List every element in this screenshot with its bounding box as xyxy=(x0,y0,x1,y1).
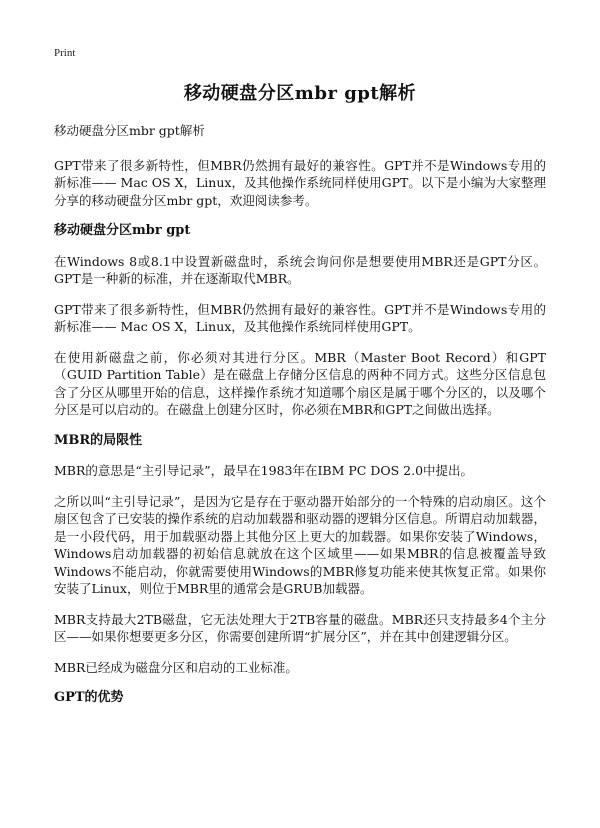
paragraph: 之所以叫“主引导记录”，是因为它是存在于驱动器开始部分的一个特殊的启动扇区。这个扇区包含了已安装的操作系统的启动加载器和驱动器的逻辑分区信息。所谓启动加载器，是一小段代码，用于加载驱动器上其他分区上更大的加载器。如果你安装了Windows，Windows启动加载器的初始信息就放在这个区域里——如果MBR的信息被覆盖导致Windows不能启动，你就需要使用Windows的MBR修复功能来使其恢复正常。如果你安装了Linux，则位于MBR里的通常会是GRUB加载器。 xyxy=(54,493,546,596)
article-subtitle: 移动硬盘分区mbr gpt解析 xyxy=(54,123,205,138)
paragraph: MBR支持最大2TB磁盘，它无法处理大于2TB容量的磁盘。MBR还只支持最多4个主分区——如果你想要更多分区，你需要创建所谓“扩展分区”，并在其中创建逻辑分区。 xyxy=(54,611,546,644)
paragraph: GPT带来了很多新特性，但MBR仍然拥有最好的兼容性。GPT并不是Windows专用的新标准—— Mac OS X，Linux，及其他操作系统同样使用GPT。 xyxy=(54,301,546,334)
paragraph: MBR的意思是“主引导记录”，最早在1983年在IBM PC DOS 2.0中提出。 xyxy=(54,463,474,478)
paragraph: 在Windows 8或8.1中设置新磁盘时，系统会询问你是想要使用MBR还是GPT分区。GPT是一种新的标准，并在逐渐取代MBR。 xyxy=(54,253,546,286)
section-heading-mbr-limits: MBR的局限性 xyxy=(54,432,143,448)
paragraph: 在使用新磁盘之前，你必须对其进行分区。MBR（Master Boot Record）和GPT（GUID Partition Table）是在磁盘上存储分区信息的两种不同方式。这些分区信息包含了分区从哪里开始的信息，这样操作系统才知道哪个扇区是属于哪个分区的，以及哪个分区是可以启动的。在磁盘上创建分区时，你必须在MBR和GPT之间做出选择。 xyxy=(54,349,546,417)
page-title: 移动硬盘分区mbr gpt解析 xyxy=(183,83,417,104)
section-heading-gpt-advantages: GPT的优势 xyxy=(54,690,124,705)
paragraph: MBR已经成为磁盘分区和启动的工业标准。 xyxy=(54,659,298,675)
intro-paragraph: GPT带来了很多新特性，但MBR仍然拥有最好的兼容性。GPT并不是Windows专用的新标准—— Mac OS X，Linux，及其他操作系统同样使用GPT。以下是小编为大家整理分享的移动硬盘分区mbr gpt，欢迎阅读参考。 xyxy=(54,157,546,208)
print-link[interactable]: Print xyxy=(54,47,76,59)
article-body xyxy=(54,122,546,720)
section-heading-mbr-gpt: 移动硬盘分区mbr gpt xyxy=(54,223,191,238)
